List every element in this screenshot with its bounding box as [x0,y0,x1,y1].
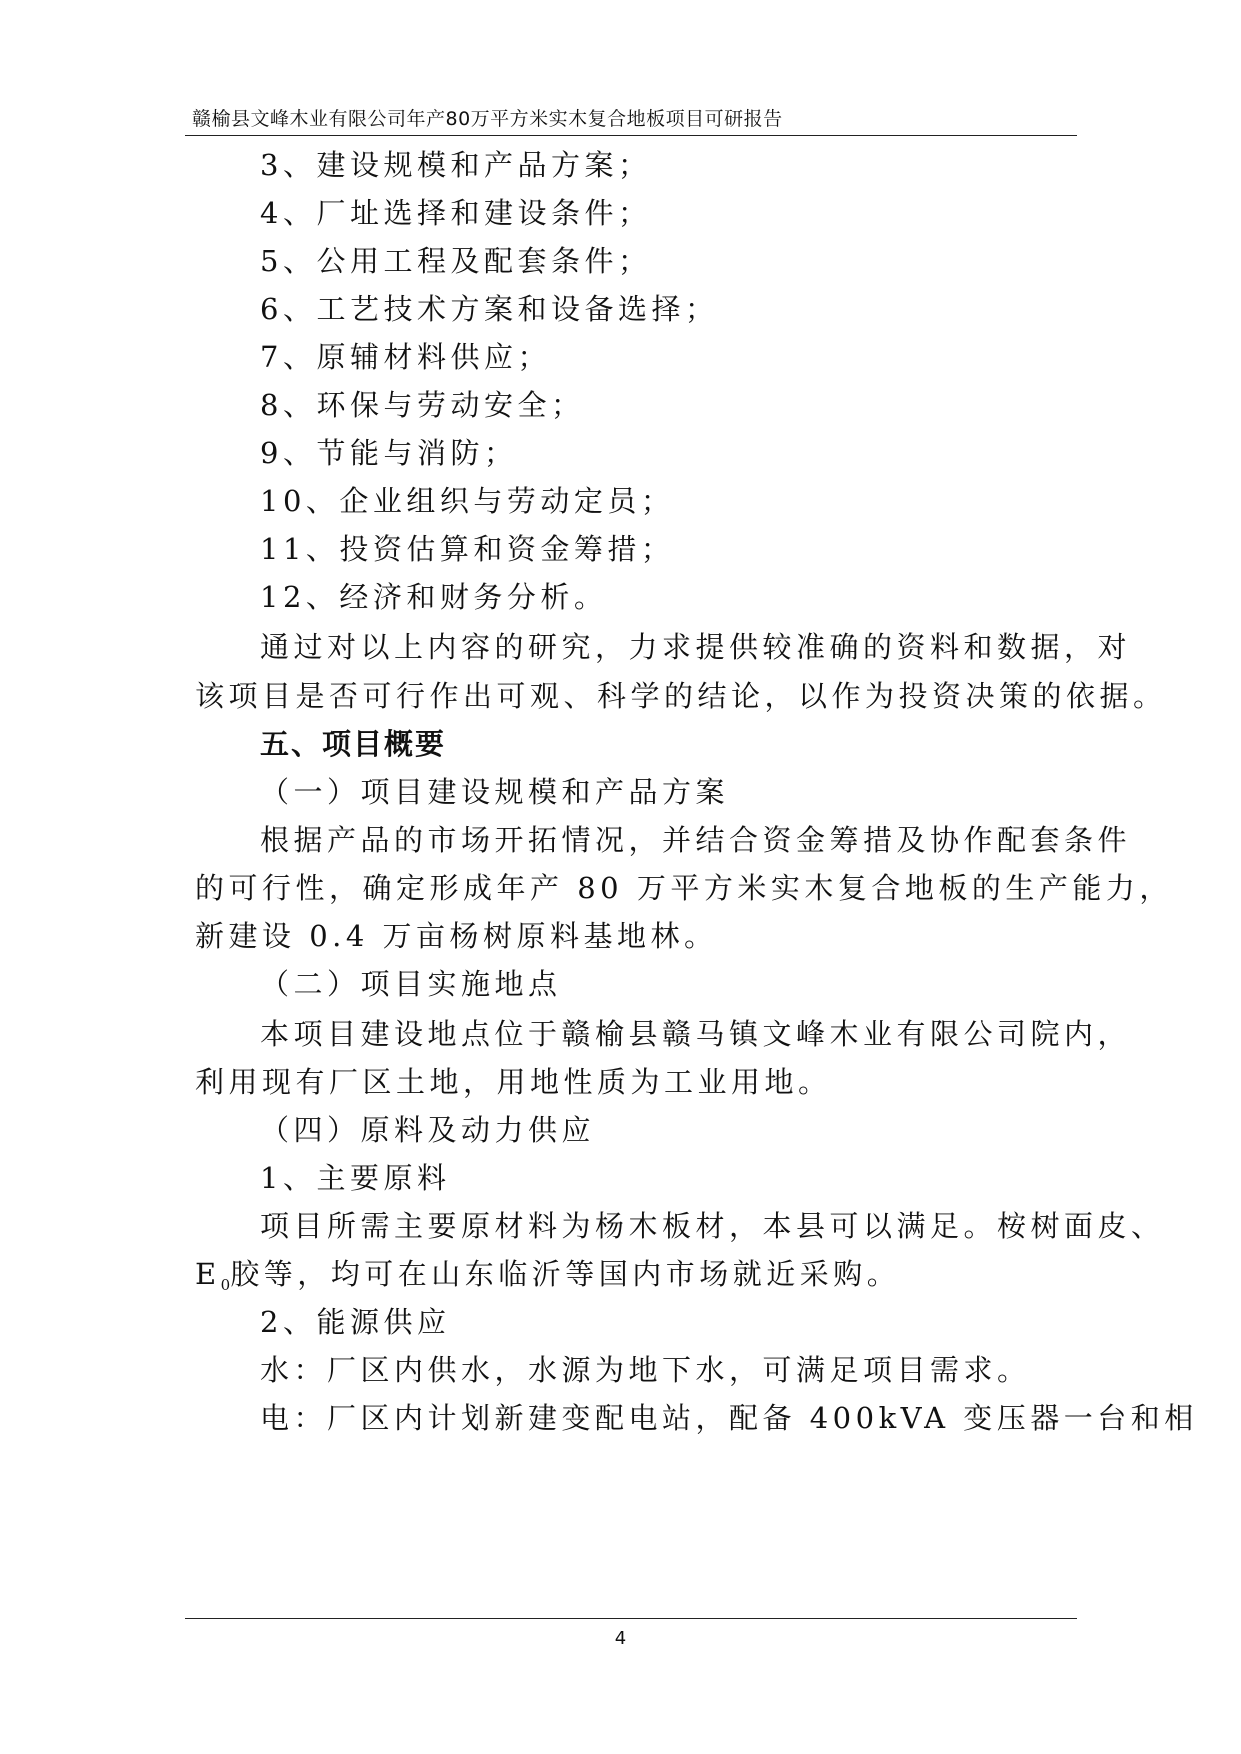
summary-paragraph-line: 该项目是否可行作出可观、科学的结论，以作为投资决策的依据。 [195,679,1167,713]
list-item: 7、原辅材料供应； [260,340,551,374]
header-divider [185,135,1077,136]
running-header: 赣榆县文峰木业有限公司年产80万平方米实木复合地板项目可研报告 [192,108,783,130]
footer-divider [185,1618,1077,1619]
list-item: 4、厂址选择和建设条件； [260,196,652,230]
subsection-title: （二）项目实施地点 [260,967,562,1001]
paragraph-line: 水：厂区内供水，水源为地下水，可满足项目需求。 [260,1353,1031,1387]
list-item: 12、经济和财务分析。 [260,580,608,614]
paragraph-line: 利用现有厂区土地，用地性质为工业用地。 [195,1065,832,1099]
list-item: 8、环保与劳动安全； [260,388,585,422]
list-item: 11、投资估算和资金筹措； [260,532,675,566]
paragraph-line: 本项目建设地点位于赣榆县赣马镇文峰木业有限公司院内， [260,1017,1132,1051]
e0-symbol: E [195,1257,221,1291]
item-title: 2、能源供应 [260,1305,451,1339]
e0-subscript: 0 [220,1276,231,1294]
paragraph-line: 电：厂区内计划新建变配电站，配备 400kVA 变压器一台和相 [260,1401,1198,1435]
item-title: 1、主要原料 [260,1161,451,1195]
paragraph-line: 项目所需主要原材料为杨木板材，本县可以满足。桉树面皮、 [260,1209,1165,1243]
paragraph-line-rest: 胶等，均可在山东临沂等国内市场就近采购。 [230,1257,901,1291]
page-number: 4 [614,1628,627,1649]
paragraph-line: 的可行性，确定形成年产 80 万平方米实木复合地板的生产能力， [195,871,1173,905]
subsection-title: （四）原料及动力供应 [260,1113,596,1147]
paragraph-line: 根据产品的市场开拓情况，并结合资金筹措及协作配套条件 [260,823,1132,857]
list-item: 5、公用工程及配套条件； [260,244,652,278]
paragraph-line [195,1254,900,1305]
paragraph-line: 新建设 0.4 万亩杨树原料基地林。 [195,919,718,953]
list-item: 10、企业组织与劳动定员； [260,484,675,518]
list-item: 6、工艺技术方案和设备选择； [260,292,719,326]
summary-paragraph-line: 通过对以上内容的研究，力求提供较准确的资料和数据，对 [260,630,1132,664]
list-item: 9、节能与消防； [260,436,518,470]
list-item: 3、建设规模和产品方案； [260,148,652,182]
subsection-title: （一）项目建设规模和产品方案 [260,775,730,809]
section-heading: 五、项目概要 [260,727,447,761]
